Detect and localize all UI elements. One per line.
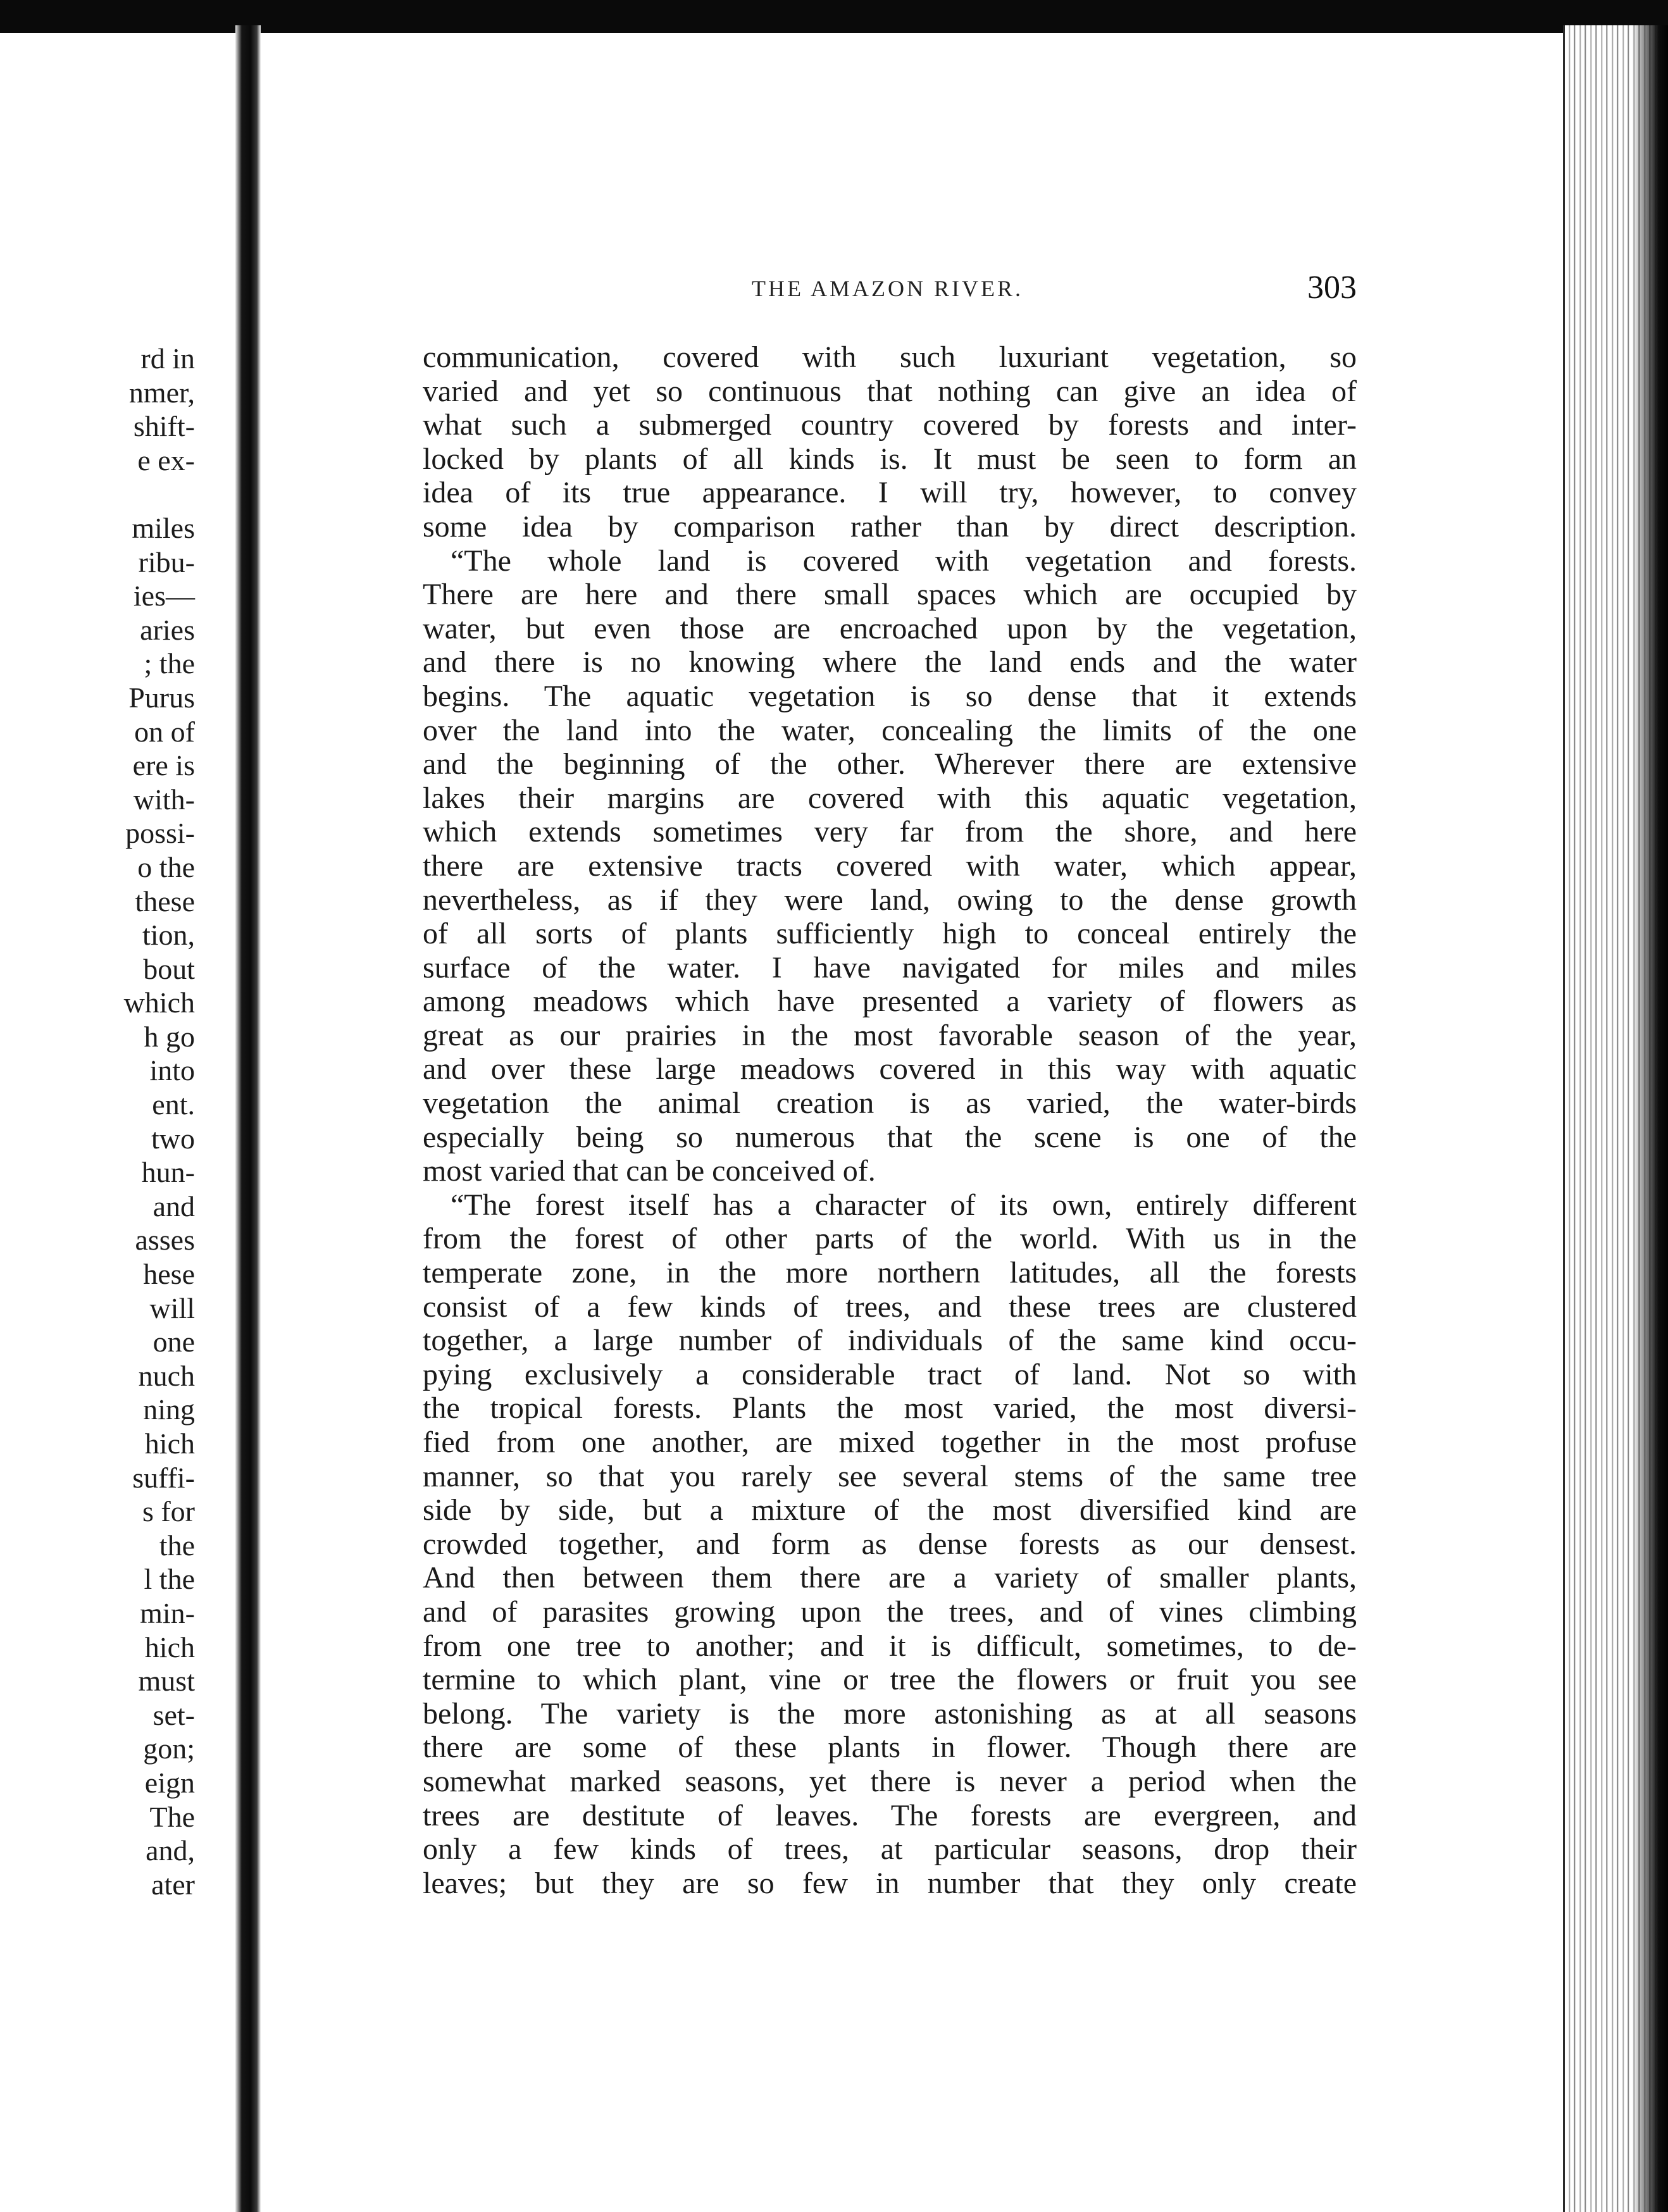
text-line: And then between them there are a variety of smaller plants, [423, 1561, 1357, 1595]
text-line: idea of its true appearance. I will try, however, to convey [423, 476, 1357, 510]
text-line: crowded together, and form as dense forests as our densest. [423, 1527, 1357, 1561]
text-line: of all sorts of plants sufficiently high to conceal entirely the [423, 917, 1357, 951]
text-line: belong. The variety is the more astonishing as at all seasons [423, 1696, 1357, 1730]
facing-page-line: ribu- [138, 545, 195, 578]
facing-page-line: e ex- [137, 444, 195, 476]
text-line: consist of a few kinds of trees, and these trees are clustered [423, 1289, 1357, 1324]
text-line: and the beginning of the other. Wherever there are extensive [423, 747, 1357, 781]
facing-page-line: hun- [141, 1156, 195, 1189]
facing-page-line: two [151, 1122, 195, 1155]
facing-page-line: ere is [132, 749, 195, 782]
facing-page-line: ent. [152, 1088, 195, 1121]
text-line: begins. The aquatic vegetation is so dense that it extends [423, 679, 1357, 713]
facing-page-line: bout [143, 952, 195, 985]
text-line: vegetation the animal creation is as varied, the water-birds [423, 1086, 1357, 1121]
text-line: from the forest of other parts of the world. With us in the [423, 1222, 1357, 1256]
facing-page-line: must [138, 1665, 195, 1698]
text-line: the tropical forests. Plants the most varied, the most diversi- [423, 1391, 1357, 1426]
facing-page-line: gon; [143, 1732, 195, 1765]
text-line: from one tree to another; and it is difficult, sometimes, to de- [423, 1629, 1357, 1663]
facing-page-line: hich [144, 1631, 195, 1663]
text-line: pying exclusively a considerable tract of land. Not so with [423, 1357, 1357, 1391]
facing-page-line: shift- [133, 410, 195, 443]
body-text [423, 340, 1357, 1900]
text-line: side by side, but a mixture of the most diversified kind are [423, 1493, 1357, 1527]
facing-page-line: s for [142, 1495, 195, 1528]
page-number: 303 [1307, 270, 1357, 306]
text-line: lakes their margins are covered with this aquatic vegetation, [423, 781, 1357, 815]
text-line: temperate zone, in the more northern latitudes, all the forests [423, 1256, 1357, 1290]
facing-page-line: nuch [138, 1359, 195, 1392]
text-line: together, a large number of individuals of the same kind occu- [423, 1324, 1357, 1358]
text-line: which extends sometimes very far from the shore, and here [423, 815, 1357, 849]
facing-page-line: miles [132, 511, 195, 544]
facing-page-line: suffi- [132, 1461, 195, 1494]
text-line: communication, covered with such luxuriant vegetation, so [423, 340, 1357, 374]
text-line: nevertheless, as if they were land, owing to the dense growth [423, 883, 1357, 917]
facing-page-line: with- [133, 783, 195, 816]
facing-page-line: which [123, 986, 195, 1019]
text-line: over the land into the water, concealing the limits of the one [423, 713, 1357, 747]
text-line: and over these large meadows covered in this way with aquatic [423, 1052, 1357, 1086]
text-line: what such a submerged country covered by forests and inter- [423, 408, 1357, 442]
facing-page-line: into [149, 1054, 195, 1087]
facing-page-line: ; the [144, 647, 195, 680]
text-line: termine to which plant, vine or tree the flowers or fruit you see [423, 1663, 1357, 1697]
facing-page-line: ning [143, 1393, 195, 1426]
facing-page-line [0, 477, 228, 511]
facing-page-line: The [149, 1800, 195, 1833]
text-line: surface of the water. I have navigated for miles and miles [423, 950, 1357, 985]
facing-page-line: and, [146, 1834, 195, 1867]
running-title: THE AMAZON RIVER. [752, 276, 1023, 301]
book-gutter [235, 25, 261, 2212]
text-line: varied and yet so continuous that nothing can give an idea of [423, 374, 1357, 408]
text-line: “The forest itself has a character of its own, entirely different [451, 1188, 1357, 1222]
text-line: somewhat marked seasons, yet there is never a period when the [423, 1764, 1357, 1798]
facing-page-line: eign [144, 1766, 195, 1799]
facing-page-line: aries [140, 613, 195, 646]
facing-page-line: Purus [128, 681, 195, 714]
facing-page-line: will [149, 1291, 195, 1324]
text-line: trees are destitute of leaves. The forests are evergreen, and [423, 1798, 1357, 1832]
facing-page-line: tion, [142, 919, 195, 952]
facing-page-line: hich [144, 1427, 195, 1460]
text-line: There are here and there small spaces which are occupied by [423, 578, 1357, 612]
text-line: fied from one another, are mixed together in the most profuse [423, 1426, 1357, 1459]
facing-page-line: ater [151, 1868, 195, 1901]
text-line: “The whole land is covered with vegetation and forests. [451, 544, 1357, 578]
facing-page-line: these [135, 885, 195, 917]
text-line: especially being so numerous that the scene is one of the [423, 1120, 1357, 1154]
facing-page-line: o the [137, 850, 195, 883]
page-edges [1563, 25, 1668, 2212]
facing-page-line: nmer, [128, 376, 195, 409]
text-line: most varied that can be conceived of. [423, 1154, 876, 1188]
text-line: only a few kinds of trees, at particular seasons, drop their [423, 1832, 1357, 1867]
facing-page-line: h go [144, 1020, 195, 1053]
text-line: some idea by comparison rather than by direct description. [423, 509, 1357, 544]
facing-page-line: ies— [133, 580, 195, 612]
facing-page-line: rd in [140, 342, 195, 375]
text-line: and there is no knowing where the land ends and the water [423, 645, 1357, 680]
text-line: there are extensive tracts covered with water, which appear, [423, 848, 1357, 883]
text-line: manner, so that you rarely see several stems of the same tree [423, 1459, 1357, 1493]
text-line: locked by plants of all kinds is. It must be seen to form an [423, 442, 1357, 476]
facing-page-line: l the [144, 1563, 195, 1596]
text-line: great as our prairies in the most favorable season of the year, [423, 1018, 1357, 1052]
running-head [423, 269, 1357, 307]
facing-page-line: set- [152, 1698, 195, 1731]
facing-page-line: possi- [125, 817, 195, 850]
facing-page-fragment [0, 342, 228, 1901]
text-line: water, but even those are encroached upon by the vegetation, [423, 611, 1357, 645]
text-line: there are some of these plants in flower. Though there are [423, 1730, 1357, 1765]
facing-page-line: and [152, 1190, 195, 1222]
facing-page-line: min- [140, 1596, 195, 1629]
facing-page-line: hese [143, 1258, 195, 1291]
text-line: among meadows which have presented a variety of flowers as [423, 985, 1357, 1019]
facing-page-line: on of [134, 715, 195, 748]
text-line: and of parasites growing upon the trees, and of vines climbing [423, 1594, 1357, 1629]
facing-page-line: one [152, 1326, 195, 1358]
facing-page-line: asses [135, 1224, 195, 1257]
facing-page-line: the [159, 1529, 195, 1562]
text-line: leaves; but they are so few in number that they only create [423, 1866, 1357, 1900]
